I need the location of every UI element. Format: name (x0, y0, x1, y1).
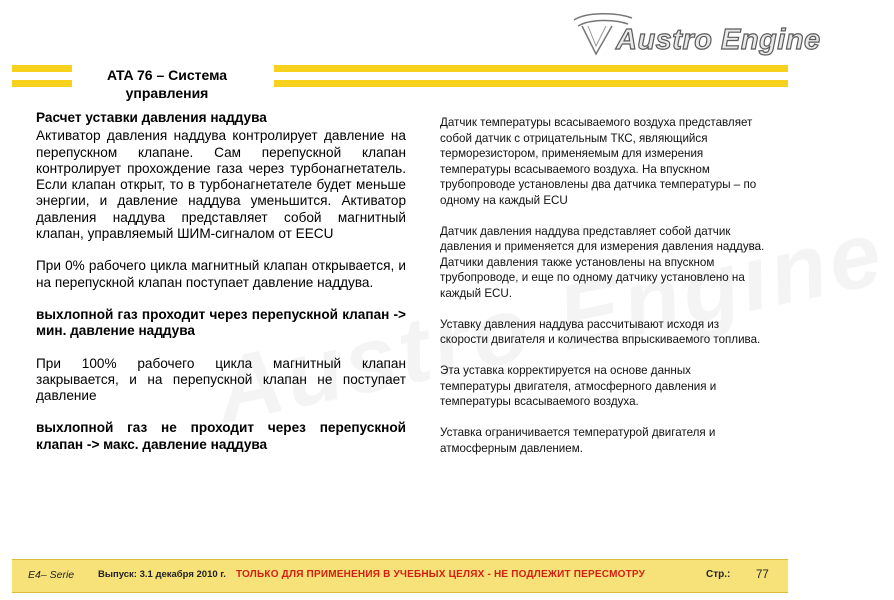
brand-logo (566, 8, 821, 60)
logo-wordmark: Austro Engine (616, 24, 821, 56)
right-paragraph-setpoint-calc: Уставку давления наддува рассчитывают исходя из скорости двигателя и количества впрыскиваемого топлива. (440, 317, 761, 346)
footer-page-label: Стр.: (706, 569, 731, 580)
header-bar-right-top (274, 65, 788, 72)
section-title: ATA 76 – Система управления (106, 67, 228, 101)
right-paragraph-pressure-sensor: Датчик давления наддува представляет собой датчик давления и применяется для измерения давления наддува. Датчики давления также установлены на впускном трубопроводе, и еще по одному датчику установлено на каждый ECU. (440, 224, 765, 300)
left-paragraph-duty-0: При 0% рабочего цикла магнитный клапан открывается, и на перепускной клапан поступает давление наддува. (36, 258, 406, 290)
footer-series: E4– Serie (28, 569, 75, 581)
left-heading: Расчет уставки давления наддува (36, 110, 267, 125)
footer-bar (12, 559, 788, 593)
right-paragraph-setpoint-limit: Уставка ограничивается температурой двигателя и атмосферным давлением. (440, 426, 716, 455)
footer-page-number: 77 (756, 569, 769, 581)
left-paragraph-max-boost: выхлопной газ не проходит через перепускной клапан -> макс. давление наддува (36, 420, 406, 452)
header-bar-left-bottom (12, 80, 72, 87)
right-paragraph-setpoint-correction: Эта уставка корректируется на основе данных температуры двигателя, атмосферного давления и температуры всасываемого воздуха. (440, 364, 717, 408)
footer-training-warning: ТОЛЬКО ДЛЯ ПРИМЕНЕНИЯ В УЧЕБНЫХ ЦЕЛЯХ - НЕ ПОДЛЕЖИТ ПЕРЕСМОТРУ (236, 569, 646, 580)
right-paragraph-temp-sensor: Датчик температуры всасываемого воздуха представляет собой датчик с отрицательным ТКС, являющийся терморезистором, применяемым для измерения температуры всасываемого воздуха. На впускном трубопроводе установлены два датчика температуры – по одному на каждый ECU (440, 116, 757, 207)
footer-issue-date: Выпуск: 3.1 декабря 2010 г. (98, 569, 226, 580)
header-bar-left-top (12, 65, 72, 72)
left-paragraph-actuator: Активатор давления наддува контролирует давление на перепускном клапане. Сам перепускной клапан контролирует прохождение газа через турбонагнетатель. Если клапан открыт, то в турбонагнетателе будет меньше энергии, и давление наддува уменьшится. Активатор давления наддува представляет собой магнитный клапан, управляемый ШИМ-сигналом от EECU (36, 128, 406, 242)
main-text-column (36, 110, 406, 453)
header-bar-right-bottom (274, 80, 788, 87)
side-text-column (440, 115, 765, 456)
left-paragraph-duty-100: При 100% рабочего цикла магнитный клапан закрывается, и на перепускной клапан не поступает давление (36, 355, 406, 404)
left-paragraph-min-boost: выхлопной газ проходит через перепускной клапан -> мин. давление наддува (36, 306, 406, 339)
